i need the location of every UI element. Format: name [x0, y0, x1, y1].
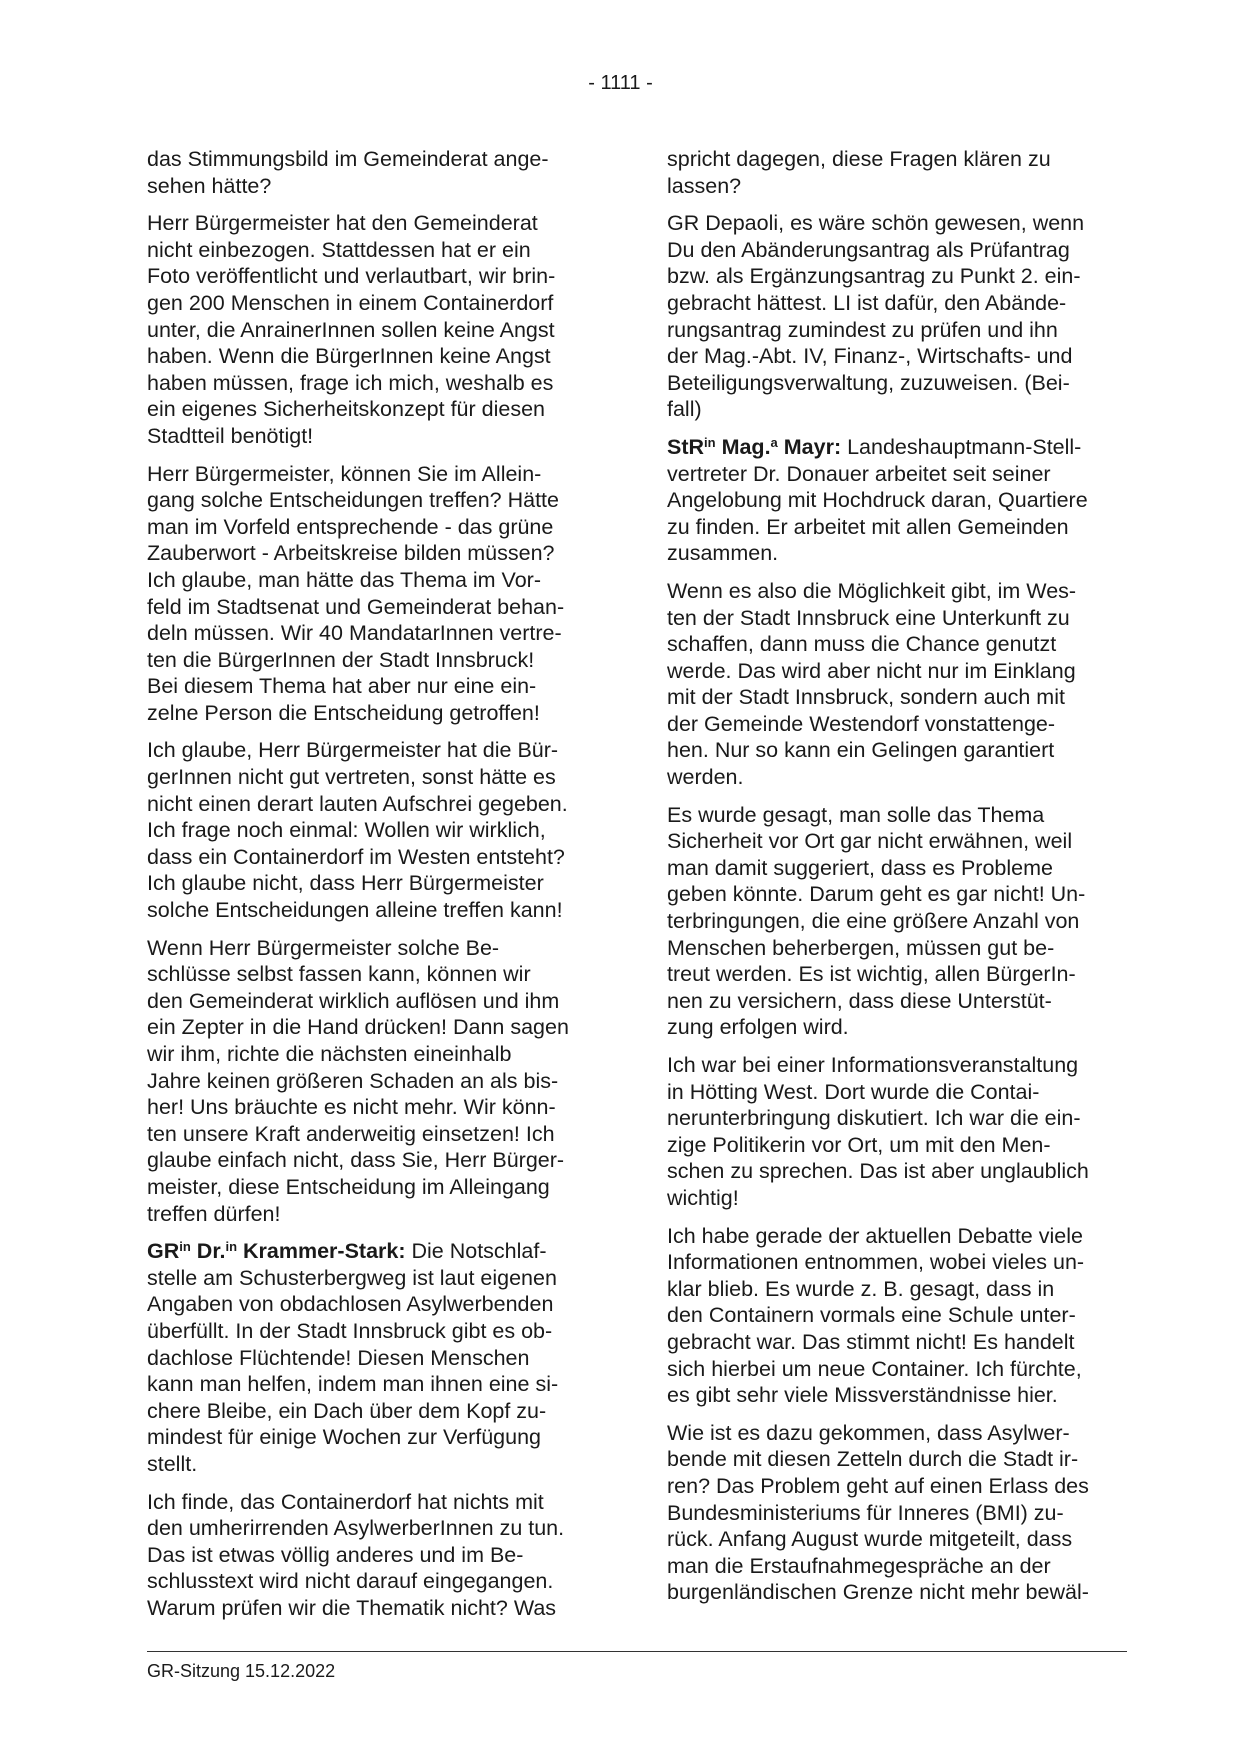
speech-text: Landeshauptmann-Stell- vertreter Dr. Donauer arbeitet seit seiner Angelobung mit Hochdruck daran, Quartiere zu finden. Er arbeitet mit allen Gemeinden zusammen. — [667, 434, 1088, 566]
paragraph: Herr Bürgermeister hat den Gemeinderat nicht einbezogen. Stattdessen hat er ein Foto veröffentlicht und verlautbart, wir brin- gen 200 Menschen in einem Containerdorf unter, die AnrainerInnen sollen keine Angst haben. Wenn die BürgerInnen keine Angst haben müssen, frage ich mich, weshalb es ein eigenes Sicherheitskonzept für diesen Stadtteil benötigt! — [147, 211, 556, 448]
paragraph: Wenn es also die Möglichkeit gibt, im Wes- ten der Stadt Innsbruck eine Unterkunft zu schaffen, dann muss die Chance genutzt werde. Das wird aber nicht nur im Einklang mit der Stadt Innsbruck, sondern auch mit der Gemeinde Westendorf vonstattenge- hen. Nur so kann ein Gelingen garantiert werden. — [667, 578, 1077, 790]
paragraph: Ich finde, das Containerdorf hat nichts mit den umherirrenden AsylwerberInnen zu tun. Das ist etwas völlig anderes und im Be- schlusstext wird nicht darauf eingegangen. Warum prüfen wir die Thematik nicht? Was — [147, 1489, 565, 1620]
footer-session-date: GR-Sitzung 15.12.2022 — [147, 1661, 336, 1681]
speaker-name: StR$^{in}$ Mag.$^a$ Mayr: — [667, 434, 842, 459]
speech-text: Die Notschlaf- stelle am Schusterbergweg ist laut eigenen Angaben von obdachlosen Asylwerbenden überfüllt. In der Stadt Innsbruck gibt es ob- dachlose Flüchtende! Diesen Menschen kann man helfen, indem man ihnen eine si- chere Bleibe, ein Dach über dem Kopf zu- mindest für einige Wochen zur Verfügung stellt. — [147, 1239, 559, 1476]
paragraph: Ich glaube, Herr Bürgermeister hat die Bür- gerInnen nicht gut vertreten, sonst hätte es nicht einen derart lauten Aufschrei gegeben. Ich frage noch einmal: Wollen wir wirklich, dass ein Containerdorf im Westen entsteht? Ich glaube nicht, dass Herr Bürgermeister solche Entscheidungen alleine treffen kann! — [147, 738, 568, 923]
paragraph: Herr Bürgermeister, können Sie im Allein- gang solche Entscheidungen treffen? Hätte man im Vorfeld entsprechende - das grüne Zauberwort - Arbeitskreise bilden müssen? Ich glaube, man hätte das Thema im Vor- feld im Stadtsenat und Gemeinderat behan- deln müssen. Wir 40 MandatarInnen vertre- ten die BürgerInnen der Stadt Innsbruck! Bei diesem Thema hat aber nur eine ein- zelne Person die Entscheidung getroffen! — [147, 461, 565, 725]
speaker-name: $GR^{in}$ Dr.$^{in}$ Krammer-Stark: — [147, 1239, 406, 1264]
right-column — [667, 146, 1127, 1617]
paragraph: Ich war bei einer Informationsveranstaltung in Hötting West. Dort wurde die Contai- nerunterbringung diskutiert. Ich war die ein- zige Politikerin vor Ort, um mit den Men- schen zu sprechen. Das ist aber unglaublich wichtig! — [667, 1053, 1089, 1210]
paragraph: das Stimmungsbild im Gemeinderat ange- sehen hätte? — [147, 147, 549, 198]
paragraph: Wie ist es dazu gekommen, dass Asylwer- bende mit diesen Zetteln durch die Stadt ir- ren? Das Problem geht auf einen Erlass des Bundesministeriums für Inneres (BMI) zu- rück. Anfang August wurde mitgeteilt, dass man die Erstaufnahmegespräche an der burgenländischen Grenze nicht mehr bewäl- — [667, 1420, 1089, 1605]
footer-divider — [147, 1651, 1127, 1652]
speaker-paragraph-mayr — [667, 434, 1127, 567]
page-number: - 1111 - — [588, 72, 653, 94]
left-column — [147, 146, 603, 1632]
speaker-paragraph-krammer-stark — [147, 1238, 603, 1477]
paragraph: Es wurde gesagt, man solle das Thema Sicherheit vor Ort gar nicht erwähnen, weil man damit suggeriert, dass es Probleme geben könnte. Darum geht es gar nicht! Un- terbringungen, die eine größere Anzahl von Menschen beherbergen, müssen gut be- treut werden. Es ist wichtig, allen BürgerIn- nen zu versichern, dass diese Unterstüt- zung erfolgen wird. — [667, 802, 1086, 1040]
paragraph: spricht dagegen, diese Fragen klären zu lassen? — [667, 147, 1051, 198]
paragraph: GR Depaoli, es wäre schön gewesen, wenn Du den Abänderungsantrag als Prüfantrag bzw. als Ergänzungsantrag zu Punkt 2. ein- gebracht hättest. LI ist dafür, den Abände- rungsantrag zumindest zu prüfen und ihn der Mag.-Abt. IV, Finanz-, Wirtschafts- und Beteiligungsverwaltung, zuzuweisen. (Bei- fall) — [667, 211, 1085, 422]
paragraph: Wenn Herr Bürgermeister solche Be- schlüsse selbst fassen kann, können wir den Gemeinderat wirklich auflösen und ihm ein Zepter in die Hand drücken! Dann sagen wir ihm, richte die nächsten eineinhalb Jahre keinen größeren Schaden an als bis- her! Uns bräuchte es nicht mehr. Wir könn- ten unsere Kraft anderweitig einsetzen! Ich glaube einfach nicht, dass Sie, Herr Bürger- meister, diese Entscheidung im Alleingang treffen dürfen! — [147, 935, 569, 1226]
paragraph: Ich habe gerade der aktuellen Debatte viele Informationen entnommen, wobei vieles un- klar blieb. Es wurde z. B. gesagt, dass in den Containern vormals eine Schule unter- gebracht war. Das stimmt nicht! Es handelt sich hierbei um neue Container. Ich fürchte, es gibt sehr viele Missverständnisse hier. — [667, 1223, 1085, 1408]
